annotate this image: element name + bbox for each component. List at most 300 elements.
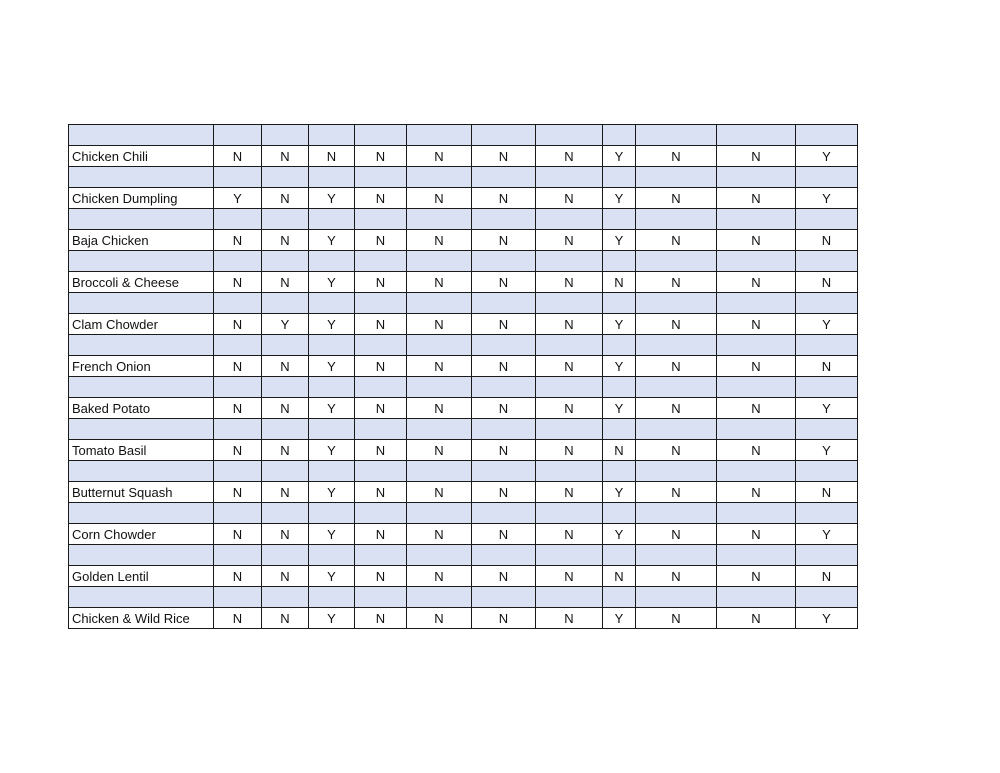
flag-cell: N	[262, 482, 309, 503]
band-cell	[536, 377, 603, 398]
band-cell	[717, 419, 796, 440]
band-cell	[262, 209, 309, 230]
flag-cell: N	[407, 146, 472, 167]
header-band-row	[69, 419, 858, 440]
soup-name-cell: Chicken Dumpling	[69, 188, 214, 209]
band-cell	[69, 377, 214, 398]
flag-cell: N	[796, 482, 858, 503]
flag-cell: N	[355, 440, 407, 461]
flag-cell: Y	[309, 314, 355, 335]
flag-cell: N	[717, 356, 796, 377]
band-cell	[472, 167, 536, 188]
flag-cell: N	[214, 608, 262, 629]
flag-cell: Y	[796, 524, 858, 545]
band-cell	[472, 209, 536, 230]
flag-cell: Y	[309, 566, 355, 587]
band-cell	[536, 209, 603, 230]
band-cell	[355, 461, 407, 482]
band-cell	[69, 503, 214, 524]
band-cell	[69, 545, 214, 566]
band-cell	[214, 167, 262, 188]
flag-cell: N	[214, 272, 262, 293]
flag-cell: N	[603, 440, 636, 461]
band-cell	[407, 251, 472, 272]
flag-cell: N	[355, 566, 407, 587]
flag-cell: N	[407, 524, 472, 545]
flag-cell: N	[407, 398, 472, 419]
band-cell	[69, 125, 214, 146]
band-cell	[262, 503, 309, 524]
flag-cell: N	[536, 188, 603, 209]
band-cell	[69, 587, 214, 608]
band-cell	[262, 167, 309, 188]
band-cell	[603, 335, 636, 356]
band-cell	[262, 587, 309, 608]
band-cell	[603, 251, 636, 272]
band-cell	[472, 377, 536, 398]
band-cell	[262, 125, 309, 146]
flag-cell: Y	[309, 440, 355, 461]
flag-cell: N	[472, 356, 536, 377]
flag-cell: N	[407, 230, 472, 251]
flag-cell: N	[355, 230, 407, 251]
flag-cell: N	[717, 608, 796, 629]
band-cell	[262, 293, 309, 314]
soup-name-cell: French Onion	[69, 356, 214, 377]
flag-cell: Y	[796, 440, 858, 461]
band-cell	[355, 293, 407, 314]
band-cell	[355, 503, 407, 524]
flag-cell: N	[407, 608, 472, 629]
flag-cell: N	[536, 230, 603, 251]
band-cell	[636, 251, 717, 272]
band-cell	[796, 503, 858, 524]
flag-cell: Y	[603, 482, 636, 503]
band-cell	[472, 335, 536, 356]
flag-cell: N	[636, 314, 717, 335]
band-cell	[603, 419, 636, 440]
table-row	[69, 440, 858, 461]
header-band-row	[69, 545, 858, 566]
band-cell	[309, 419, 355, 440]
flag-cell: N	[472, 314, 536, 335]
band-cell	[472, 293, 536, 314]
band-cell	[796, 587, 858, 608]
flag-cell: N	[536, 566, 603, 587]
flag-cell: Y	[603, 188, 636, 209]
band-cell	[355, 209, 407, 230]
flag-cell: N	[717, 314, 796, 335]
band-cell	[69, 335, 214, 356]
soup-name-cell: Tomato Basil	[69, 440, 214, 461]
flag-cell: Y	[309, 398, 355, 419]
header-band-row	[69, 587, 858, 608]
band-cell	[472, 461, 536, 482]
flag-cell: N	[262, 356, 309, 377]
flag-cell: N	[262, 398, 309, 419]
table-row	[69, 566, 858, 587]
flag-cell: N	[214, 566, 262, 587]
soup-name-cell: Clam Chowder	[69, 314, 214, 335]
band-cell	[407, 587, 472, 608]
flag-cell: N	[262, 440, 309, 461]
band-cell	[796, 209, 858, 230]
flag-cell: N	[355, 608, 407, 629]
band-cell	[214, 251, 262, 272]
flag-cell: N	[796, 566, 858, 587]
band-cell	[407, 461, 472, 482]
band-cell	[214, 335, 262, 356]
flag-cell: N	[355, 146, 407, 167]
band-cell	[69, 167, 214, 188]
flag-cell: N	[796, 230, 858, 251]
flag-cell: N	[603, 272, 636, 293]
band-cell	[796, 251, 858, 272]
band-cell	[407, 377, 472, 398]
band-cell	[309, 167, 355, 188]
band-cell	[536, 125, 603, 146]
band-cell	[717, 251, 796, 272]
flag-cell: Y	[309, 608, 355, 629]
flag-cell: N	[262, 146, 309, 167]
flag-cell: Y	[796, 608, 858, 629]
band-cell	[603, 587, 636, 608]
flag-cell: N	[407, 188, 472, 209]
band-cell	[309, 335, 355, 356]
flag-cell: Y	[309, 272, 355, 293]
flag-cell: N	[262, 608, 309, 629]
flag-cell: N	[536, 608, 603, 629]
table-row	[69, 272, 858, 293]
flag-cell: Y	[262, 314, 309, 335]
band-cell	[309, 125, 355, 146]
band-cell	[355, 251, 407, 272]
band-cell	[536, 335, 603, 356]
band-cell	[717, 461, 796, 482]
flag-cell: N	[472, 440, 536, 461]
flag-cell: N	[472, 524, 536, 545]
band-cell	[309, 377, 355, 398]
flag-cell: N	[472, 482, 536, 503]
band-cell	[355, 545, 407, 566]
flag-cell: N	[796, 356, 858, 377]
flag-cell: Y	[309, 524, 355, 545]
band-cell	[796, 125, 858, 146]
flag-cell: N	[536, 314, 603, 335]
band-cell	[262, 461, 309, 482]
flag-cell: N	[214, 230, 262, 251]
band-cell	[636, 419, 717, 440]
band-cell	[636, 377, 717, 398]
flag-cell: N	[536, 398, 603, 419]
flag-cell: N	[717, 272, 796, 293]
band-cell	[407, 167, 472, 188]
table-row	[69, 230, 858, 251]
flag-cell: N	[355, 398, 407, 419]
header-band-row	[69, 503, 858, 524]
flag-cell: N	[407, 566, 472, 587]
band-cell	[69, 419, 214, 440]
flag-cell: N	[355, 314, 407, 335]
flag-cell: N	[636, 146, 717, 167]
flag-cell: N	[262, 230, 309, 251]
flag-cell: N	[717, 566, 796, 587]
band-cell	[355, 125, 407, 146]
band-cell	[407, 419, 472, 440]
band-cell	[214, 209, 262, 230]
band-cell	[472, 419, 536, 440]
header-band-row	[69, 293, 858, 314]
table-row	[69, 188, 858, 209]
band-cell	[262, 545, 309, 566]
band-cell	[472, 587, 536, 608]
band-cell	[262, 335, 309, 356]
flag-cell: N	[636, 188, 717, 209]
flag-cell: Y	[309, 230, 355, 251]
band-cell	[214, 377, 262, 398]
flag-cell: N	[472, 272, 536, 293]
flag-cell: N	[355, 356, 407, 377]
flag-cell: N	[262, 524, 309, 545]
flag-cell: N	[355, 482, 407, 503]
table-row	[69, 356, 858, 377]
band-cell	[407, 503, 472, 524]
flag-cell: N	[717, 524, 796, 545]
band-cell	[603, 503, 636, 524]
flag-cell: N	[355, 524, 407, 545]
flag-cell: N	[717, 146, 796, 167]
table-row	[69, 398, 858, 419]
flag-cell: N	[717, 230, 796, 251]
flag-cell: N	[636, 608, 717, 629]
flag-cell: Y	[603, 398, 636, 419]
flag-cell: N	[407, 482, 472, 503]
flag-cell: N	[717, 188, 796, 209]
band-cell	[472, 545, 536, 566]
table-row	[69, 524, 858, 545]
flag-cell: N	[472, 608, 536, 629]
flag-cell: N	[717, 440, 796, 461]
flag-cell: N	[214, 146, 262, 167]
band-cell	[536, 293, 603, 314]
soup-name-cell: Chicken Chili	[69, 146, 214, 167]
flag-cell: N	[472, 188, 536, 209]
band-cell	[603, 209, 636, 230]
soup-name-cell: Broccoli & Cheese	[69, 272, 214, 293]
soup-name-cell: Butternut Squash	[69, 482, 214, 503]
band-cell	[536, 461, 603, 482]
header-band-row	[69, 167, 858, 188]
band-cell	[796, 377, 858, 398]
soup-name-cell: Baked Potato	[69, 398, 214, 419]
band-cell	[309, 461, 355, 482]
header-band-row	[69, 125, 858, 146]
flag-cell: N	[214, 524, 262, 545]
band-cell	[472, 251, 536, 272]
band-cell	[636, 335, 717, 356]
flag-cell: N	[309, 146, 355, 167]
band-cell	[717, 125, 796, 146]
band-cell	[536, 587, 603, 608]
band-cell	[796, 545, 858, 566]
band-cell	[309, 251, 355, 272]
table-row	[69, 314, 858, 335]
band-cell	[603, 377, 636, 398]
band-cell	[636, 209, 717, 230]
band-cell	[536, 419, 603, 440]
flag-cell: N	[355, 272, 407, 293]
band-cell	[636, 167, 717, 188]
band-cell	[309, 293, 355, 314]
flag-cell: N	[636, 272, 717, 293]
flag-cell: N	[536, 482, 603, 503]
band-cell	[636, 545, 717, 566]
flag-cell: N	[636, 482, 717, 503]
band-cell	[717, 209, 796, 230]
flag-cell: N	[796, 272, 858, 293]
soup-name-cell: Golden Lentil	[69, 566, 214, 587]
flag-cell: N	[407, 356, 472, 377]
band-cell	[636, 587, 717, 608]
table-row	[69, 608, 858, 629]
band-cell	[636, 503, 717, 524]
band-cell	[536, 545, 603, 566]
band-cell	[355, 167, 407, 188]
flag-cell: Y	[214, 188, 262, 209]
band-cell	[536, 251, 603, 272]
flag-cell: N	[636, 230, 717, 251]
header-band-row	[69, 377, 858, 398]
band-cell	[355, 377, 407, 398]
table-row	[69, 482, 858, 503]
table-body	[69, 125, 858, 629]
band-cell	[636, 125, 717, 146]
table-row	[69, 146, 858, 167]
band-cell	[69, 461, 214, 482]
band-cell	[69, 251, 214, 272]
band-cell	[536, 503, 603, 524]
flag-cell: N	[407, 440, 472, 461]
band-cell	[214, 293, 262, 314]
band-cell	[309, 587, 355, 608]
flag-cell: N	[214, 482, 262, 503]
band-cell	[603, 125, 636, 146]
flag-cell: N	[262, 272, 309, 293]
band-cell	[472, 503, 536, 524]
band-cell	[262, 251, 309, 272]
band-cell	[717, 167, 796, 188]
flag-cell: N	[214, 440, 262, 461]
band-cell	[262, 377, 309, 398]
flag-cell: Y	[603, 356, 636, 377]
band-cell	[407, 209, 472, 230]
band-cell	[717, 335, 796, 356]
flag-cell: Y	[796, 146, 858, 167]
flag-cell: N	[214, 398, 262, 419]
band-cell	[796, 461, 858, 482]
band-cell	[603, 461, 636, 482]
flag-cell: N	[603, 566, 636, 587]
flag-cell: N	[262, 566, 309, 587]
flag-cell: N	[472, 566, 536, 587]
flag-cell: Y	[309, 356, 355, 377]
band-cell	[796, 419, 858, 440]
flag-cell: N	[407, 272, 472, 293]
flag-cell: N	[536, 440, 603, 461]
soup-allergen-table	[68, 124, 858, 629]
band-cell	[796, 335, 858, 356]
flag-cell: Y	[309, 482, 355, 503]
band-cell	[407, 125, 472, 146]
flag-cell: Y	[603, 146, 636, 167]
band-cell	[214, 503, 262, 524]
flag-cell: N	[636, 524, 717, 545]
band-cell	[407, 335, 472, 356]
band-cell	[214, 419, 262, 440]
band-cell	[717, 545, 796, 566]
band-cell	[472, 125, 536, 146]
flag-cell: Y	[603, 524, 636, 545]
flag-cell: N	[636, 440, 717, 461]
band-cell	[355, 419, 407, 440]
flag-cell: N	[536, 356, 603, 377]
band-cell	[69, 209, 214, 230]
flag-cell: N	[214, 356, 262, 377]
band-cell	[603, 167, 636, 188]
band-cell	[717, 503, 796, 524]
band-cell	[407, 545, 472, 566]
band-cell	[636, 461, 717, 482]
soup-name-cell: Chicken & Wild Rice	[69, 608, 214, 629]
flag-cell: Y	[603, 314, 636, 335]
flag-cell: N	[636, 566, 717, 587]
soup-name-cell: Corn Chowder	[69, 524, 214, 545]
band-cell	[796, 293, 858, 314]
band-cell	[309, 503, 355, 524]
header-band-row	[69, 209, 858, 230]
band-cell	[603, 293, 636, 314]
flag-cell: N	[536, 524, 603, 545]
flag-cell: Y	[796, 398, 858, 419]
flag-cell: N	[355, 188, 407, 209]
flag-cell: Y	[309, 188, 355, 209]
band-cell	[214, 125, 262, 146]
flag-cell: N	[536, 146, 603, 167]
flag-cell: Y	[796, 188, 858, 209]
band-cell	[536, 167, 603, 188]
flag-cell: N	[214, 314, 262, 335]
soup-name-cell: Baja Chicken	[69, 230, 214, 251]
band-cell	[407, 293, 472, 314]
band-cell	[717, 587, 796, 608]
band-cell	[636, 293, 717, 314]
band-cell	[309, 545, 355, 566]
flag-cell: Y	[603, 608, 636, 629]
band-cell	[69, 293, 214, 314]
band-cell	[717, 293, 796, 314]
header-band-row	[69, 461, 858, 482]
flag-cell: N	[536, 272, 603, 293]
band-cell	[214, 587, 262, 608]
band-cell	[214, 461, 262, 482]
band-cell	[717, 377, 796, 398]
flag-cell: N	[262, 188, 309, 209]
flag-cell: N	[717, 482, 796, 503]
flag-cell: N	[472, 146, 536, 167]
band-cell	[214, 545, 262, 566]
band-cell	[796, 167, 858, 188]
flag-cell: Y	[796, 314, 858, 335]
